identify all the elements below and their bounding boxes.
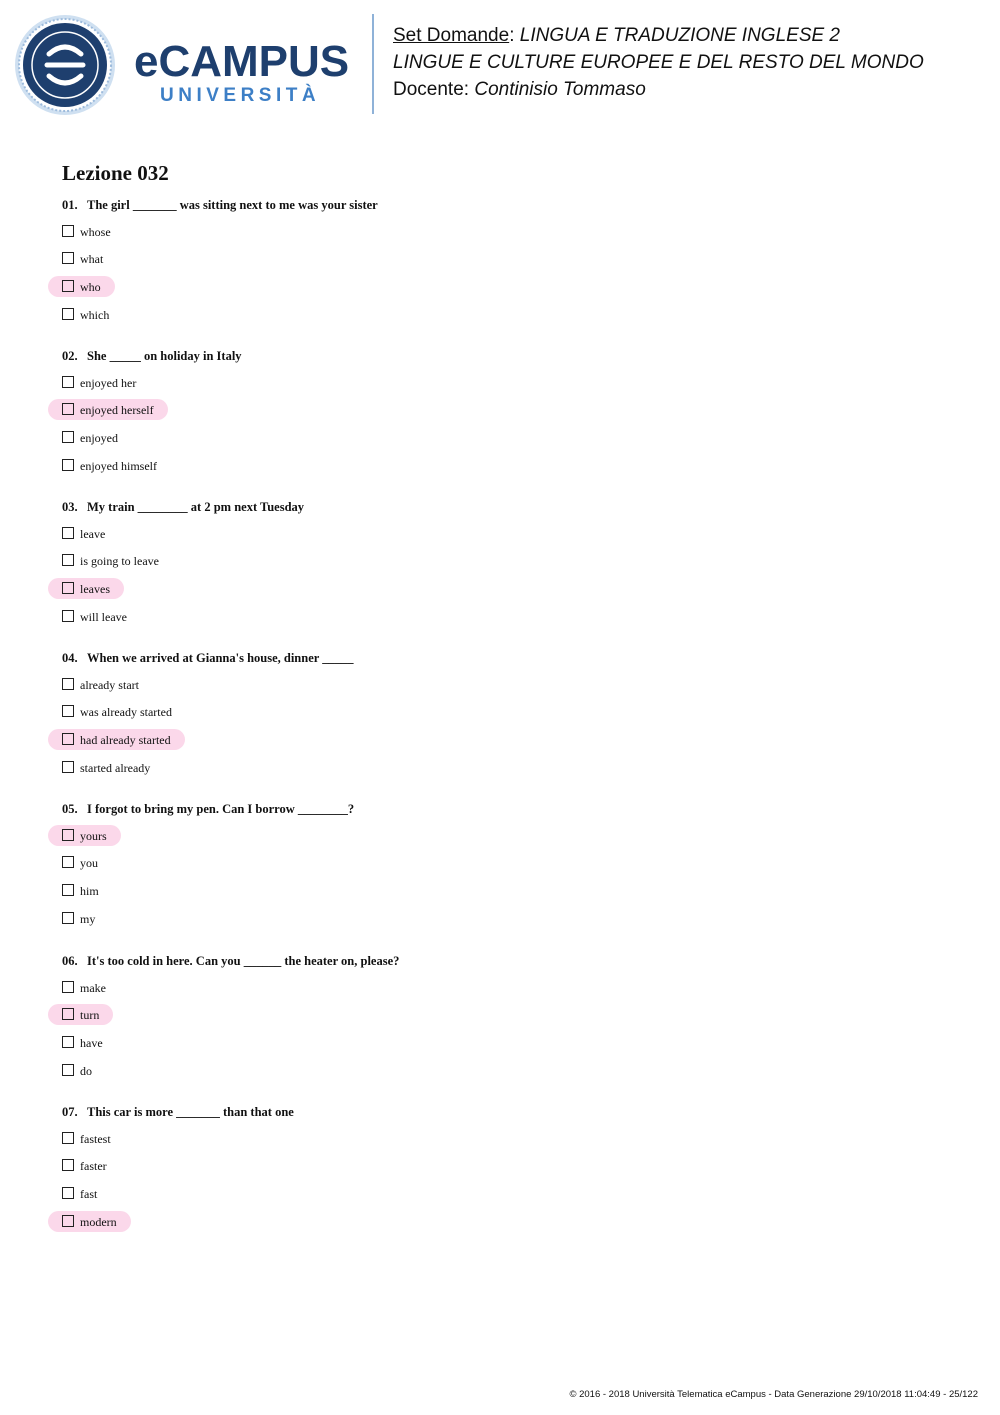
answer-option[interactable]: [62, 224, 378, 240]
question-number: 07.: [62, 1105, 78, 1119]
answer-checkbox[interactable]: [62, 1215, 74, 1227]
answer-label: turn: [80, 1008, 100, 1023]
answer-label: what: [80, 252, 104, 267]
question-prompt: My train ________ at 2 pm next Tuesday: [87, 500, 305, 514]
question-block: [62, 197, 378, 323]
document-header: [0, 0, 1000, 130]
question-block: [62, 1104, 294, 1230]
question-prompt: She _____ on holiday in Italy: [87, 349, 242, 363]
answer-option[interactable]: [62, 704, 353, 720]
answer-checkbox[interactable]: [62, 884, 74, 896]
ecampus-wordmark: [134, 37, 350, 106]
answer-checkbox[interactable]: [62, 761, 74, 773]
answer-option[interactable]: [62, 581, 304, 597]
answer-label: who: [80, 280, 101, 295]
answer-label: do: [80, 1063, 92, 1078]
question-block: [62, 650, 353, 776]
degree-name: LINGUE E CULTURE EUROPEE E DEL RESTO DEL MONDO: [393, 52, 924, 73]
answer-label: him: [80, 884, 99, 899]
answer-option[interactable]: [62, 732, 353, 748]
answer-option[interactable]: [62, 402, 242, 418]
answer-checkbox[interactable]: [62, 280, 74, 292]
answer-option[interactable]: [62, 1131, 294, 1147]
answer-option[interactable]: [62, 828, 354, 844]
course-line: Set Domande: LINGUA E TRADUZIONE INGLESE 2: [393, 25, 841, 46]
question-prompt: This car is more _______ than that one: [87, 1105, 294, 1119]
answer-checkbox[interactable]: [62, 1132, 74, 1144]
answer-checkbox[interactable]: [62, 403, 74, 415]
answer-checkbox[interactable]: [62, 582, 74, 594]
answer-label: leave: [80, 526, 106, 541]
answer-checkbox[interactable]: [62, 554, 74, 566]
answer-checkbox[interactable]: [62, 431, 74, 443]
answer-label: you: [80, 856, 98, 871]
question-block: [62, 348, 242, 474]
answer-checkbox[interactable]: [62, 1008, 74, 1020]
answer-label: is going to leave: [80, 554, 159, 569]
question-number: 05.: [62, 802, 78, 816]
answer-option[interactable]: [62, 375, 242, 391]
answer-label: fastest: [80, 1131, 111, 1146]
question-block: [62, 801, 354, 927]
answer-label: enjoyed: [80, 431, 118, 446]
answer-option[interactable]: [62, 553, 304, 569]
answer-checkbox[interactable]: [62, 856, 74, 868]
answer-checkbox[interactable]: [62, 981, 74, 993]
answer-label: faster: [80, 1159, 107, 1174]
question-number: 01.: [62, 198, 78, 212]
answer-label: had already started: [80, 733, 171, 748]
question-prompt: The girl _______ was sitting next to me was your sister: [87, 198, 378, 212]
answer-option[interactable]: [62, 526, 304, 542]
answer-label: already start: [80, 677, 139, 692]
answer-option[interactable]: [62, 980, 399, 996]
question-block: [62, 953, 399, 1079]
answer-label: have: [80, 1036, 103, 1051]
question-number: 06.: [62, 954, 78, 968]
answer-label: enjoyed himself: [80, 458, 157, 473]
answer-option[interactable]: [62, 677, 353, 693]
answer-label: my: [80, 911, 96, 926]
answer-label: enjoyed herself: [80, 403, 154, 418]
answer-label: fast: [80, 1187, 98, 1202]
answer-label: which: [80, 307, 110, 322]
answer-checkbox[interactable]: [62, 252, 74, 264]
answer-checkbox[interactable]: [62, 1036, 74, 1048]
answer-option[interactable]: [62, 855, 354, 871]
answer-checkbox[interactable]: [62, 376, 74, 388]
header-info: [393, 22, 924, 103]
answer-label: enjoyed her: [80, 375, 137, 390]
question-number: 03.: [62, 500, 78, 514]
answer-checkbox[interactable]: [62, 678, 74, 690]
question-text: [62, 1104, 294, 1120]
answer-checkbox[interactable]: [62, 733, 74, 745]
answer-option[interactable]: [62, 279, 378, 295]
question-number: 02.: [62, 349, 78, 363]
answer-checkbox[interactable]: [62, 1159, 74, 1171]
answer-checkbox[interactable]: [62, 829, 74, 841]
answer-option[interactable]: [62, 609, 304, 625]
question-prompt: When we arrived at Gianna's house, dinner _____: [87, 651, 354, 665]
answer-checkbox[interactable]: [62, 1187, 74, 1199]
answer-checkbox[interactable]: [62, 459, 74, 471]
answer-checkbox[interactable]: [62, 1064, 74, 1076]
answer-label: whose: [80, 224, 111, 239]
answer-option[interactable]: [62, 1035, 399, 1051]
answer-checkbox[interactable]: [62, 308, 74, 320]
header-divider: [372, 14, 374, 114]
question-text: [62, 801, 354, 817]
answer-checkbox[interactable]: [62, 225, 74, 237]
answer-label: yours: [80, 828, 107, 843]
teacher-line: Docente: Continisio Tommaso: [393, 79, 646, 100]
answer-option[interactable]: [62, 307, 378, 323]
logo-wordmark-text: eCAMPUS: [134, 37, 350, 86]
lesson-title: Lezione 032: [62, 161, 169, 185]
question-text: [62, 953, 399, 969]
answer-option[interactable]: [62, 1214, 294, 1230]
answer-option[interactable]: [62, 251, 378, 267]
answer-option[interactable]: [62, 760, 353, 776]
answer-label: modern: [80, 1214, 117, 1229]
course-name: LINGUA E TRADUZIONE INGLESE 2: [519, 25, 841, 46]
question-prompt: I forgot to bring my pen. Can I borrow ________?: [87, 802, 355, 816]
answer-option[interactable]: [62, 1158, 294, 1174]
teacher-label: Docente: [393, 79, 464, 100]
question-text: [62, 197, 378, 213]
question-prompt: It's too cold in here. Can you ______ the heater on, please?: [87, 954, 400, 968]
answer-label: started already: [80, 760, 151, 775]
question-text: [62, 348, 242, 364]
question-number: 04.: [62, 651, 78, 665]
answer-option[interactable]: [62, 883, 354, 899]
answer-option[interactable]: [62, 1186, 294, 1202]
logo-subtitle-text: UNIVERSITÀ: [160, 85, 321, 106]
answer-label: make: [80, 980, 106, 995]
question-block: [62, 499, 304, 625]
answer-label: leaves: [80, 582, 110, 597]
teacher-name: Continisio Tommaso: [474, 79, 646, 100]
answer-checkbox[interactable]: [62, 527, 74, 539]
question-text: [62, 499, 304, 515]
question-text: [62, 650, 353, 666]
page-footer: © 2016 - 2018 Università Telematica eCampus - Data Generazione 29/10/2018 11:04:49 - 25/122: [569, 1389, 978, 1400]
answer-option[interactable]: [62, 430, 242, 446]
answer-checkbox[interactable]: [62, 705, 74, 717]
set-label: Set Domande: [393, 25, 510, 46]
answer-option[interactable]: [62, 911, 354, 927]
answer-checkbox[interactable]: [62, 912, 74, 924]
answer-option[interactable]: [62, 458, 242, 474]
answer-checkbox[interactable]: [62, 610, 74, 622]
ecampus-seal-logo: [14, 14, 116, 116]
answer-option[interactable]: [62, 1007, 399, 1023]
answer-label: will leave: [80, 609, 127, 624]
answer-option[interactable]: [62, 1063, 399, 1079]
answer-label: was already started: [80, 705, 172, 720]
